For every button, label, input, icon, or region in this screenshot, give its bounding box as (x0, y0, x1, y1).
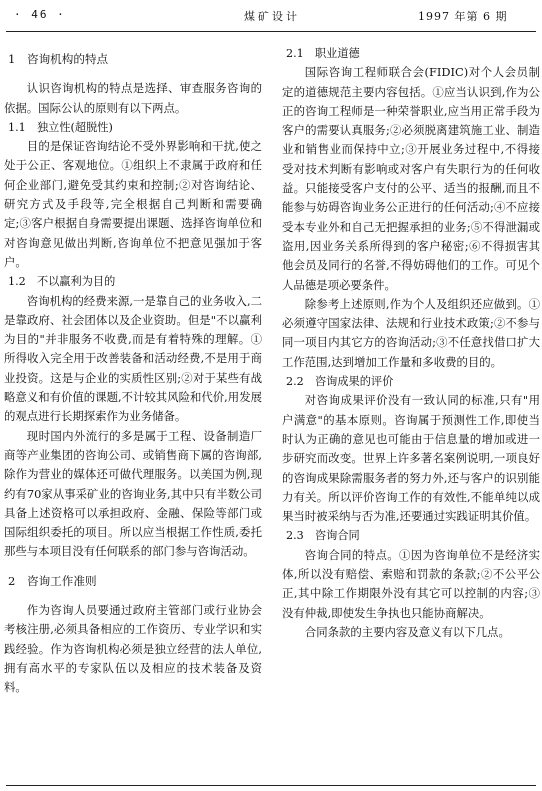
left-column (4, 44, 262, 782)
issue-label: 1997 年第 6 期 (418, 10, 508, 23)
subsection-heading-2-3: 2.3 咨询合同 (286, 529, 360, 543)
header-rule (6, 31, 536, 32)
page-header (0, 8, 542, 30)
subsection-heading-2-2: 2.2 咨询成果的评价 (286, 375, 394, 389)
paragraph: 现时国内外流行的多是属于工程、设备制造厂商等产业集团的咨询公司、或销售商下属的咨询部,除作为营业的媒体还可做代理服务。以美国为例,现约有70家从事采矿业的咨询业务,其中只有半数公司具备上述资格可以承担政府、金融、保险等部门或国际组织委托的项目。所以应当根据工作性质,委托那些与本项目没有任何联系的部门参与咨询活动。 (4, 428, 262, 559)
paragraph: 咨询机构的经费来源,一是靠自己的业务收入,二是靠政府、社会团体以及企业资助。但是"不以赢利为目的"并非服务不收费,而是有着特殊的理解。①所得收入完全用于改善装备和活动经费,不是用于商业投资。这是与企业的实质性区别;②对于某些有战略意义和有价值的课题,不计较其风险和代价,用发展的观点进行长期探索作为业务储备。 (4, 293, 262, 424)
paragraph: 对咨询成果评价没有一致认同的标准,只有"用户满意"的基本原则。咨询属于预测性工作,即使当时认为正确的意见也可能由于信息量的增加或进一步研究而改变。世界上许多著名案例说明,一项良好的咨询成果除需服务者的努力外,还与客户的识别能力有关。所以评价咨询工作的有效性,不能单纯以成果当时被采纳与否为准,还要通过实践证明其价值。 (282, 393, 540, 524)
paragraph: 作为咨询人员要通过政府主管部门或行业协会考核注册,必须具备相应的工作资历、专业学识和实践经验。作为咨询机构必须是独立经营的法人单位,拥有高水平的专家队伍以及相应的技术装备及资料。 (4, 603, 262, 695)
subsection-heading-2-1: 2.1 职业道德 (286, 47, 360, 60)
paragraph: 目的是保证咨询结论不受外界影响和干扰,使之处于公正、客观地位。①组织上不隶属于政府和任何企业部门,避免受其约束和控制;②对咨询结论、研究方式及手段等,完全根据自己判断和需要确定;③客户根据自身需要提出课题、选择咨询单位和对咨询意见做出判断,咨询单位不把意见强加于客户。 (4, 139, 262, 269)
right-column (282, 44, 540, 782)
section-heading-1: 1 咨询机构的特点 (8, 52, 109, 66)
subsection-heading-1-2: 1.2 不以赢利为目的 (8, 275, 116, 289)
paragraph: 咨询合同的特点。①因为咨询单位不是经济实体,所以没有赔偿、索赔和罚款的条款;②不公平公正,其中除工作期限外没有其它可以控制的内容;③没有仲裁,即使发生争执也只能协商解决。 (282, 547, 540, 620)
page-number: · 46 · (14, 8, 66, 21)
paragraph: 认识咨询机构的特点是选择、审查服务咨询的依据。国际公认的原则有以下两点。 (4, 81, 262, 115)
subsection-heading-1-1: 1.1 独立性(超脱性) (8, 120, 113, 134)
footer-rule (6, 785, 536, 786)
section-heading-2: 2 咨询工作准则 (8, 573, 97, 588)
journal-title: 煤矿设计 (244, 10, 300, 23)
paragraph: 合同条款的主要内容及意义有以下几点。 (304, 624, 510, 639)
paragraph: 国际咨询工程师联合会(FIDIC)对个人会员制定的道德规范主要内容包括。①应当认识到,作为公正的咨询工程师是一种荣誉职业,应当用正常手段为客户的需要认真服务;②必须脱离建筑施工业、制造业和销售业而保持中立;③开展业务过程中,不得接受对技术判断有影响或对客户有失职行为的任何收益。只能接受客户支付的公平、适当的报酬,而且不能参与妨碍咨询业务公正进行的任何活动;④不应接受本专业外和自己无把握承担的业务;⑤不得泄漏或盗用,因业务关系所得到的客户秘密;⑥不得损害其他会员及同行的名誉,不得妨碍他们的工作。可见个人品德是项必要条件。 (282, 65, 540, 292)
paragraph: 除参考上述原则,作为个人及组织还应做到。①必须遵守国家法律、法规和行业技术政策;②不参与同一项目内其它方的咨询活动;③不任意找借口扩大工作范围,达到增加工作量和多收费的目的。 (282, 296, 540, 369)
